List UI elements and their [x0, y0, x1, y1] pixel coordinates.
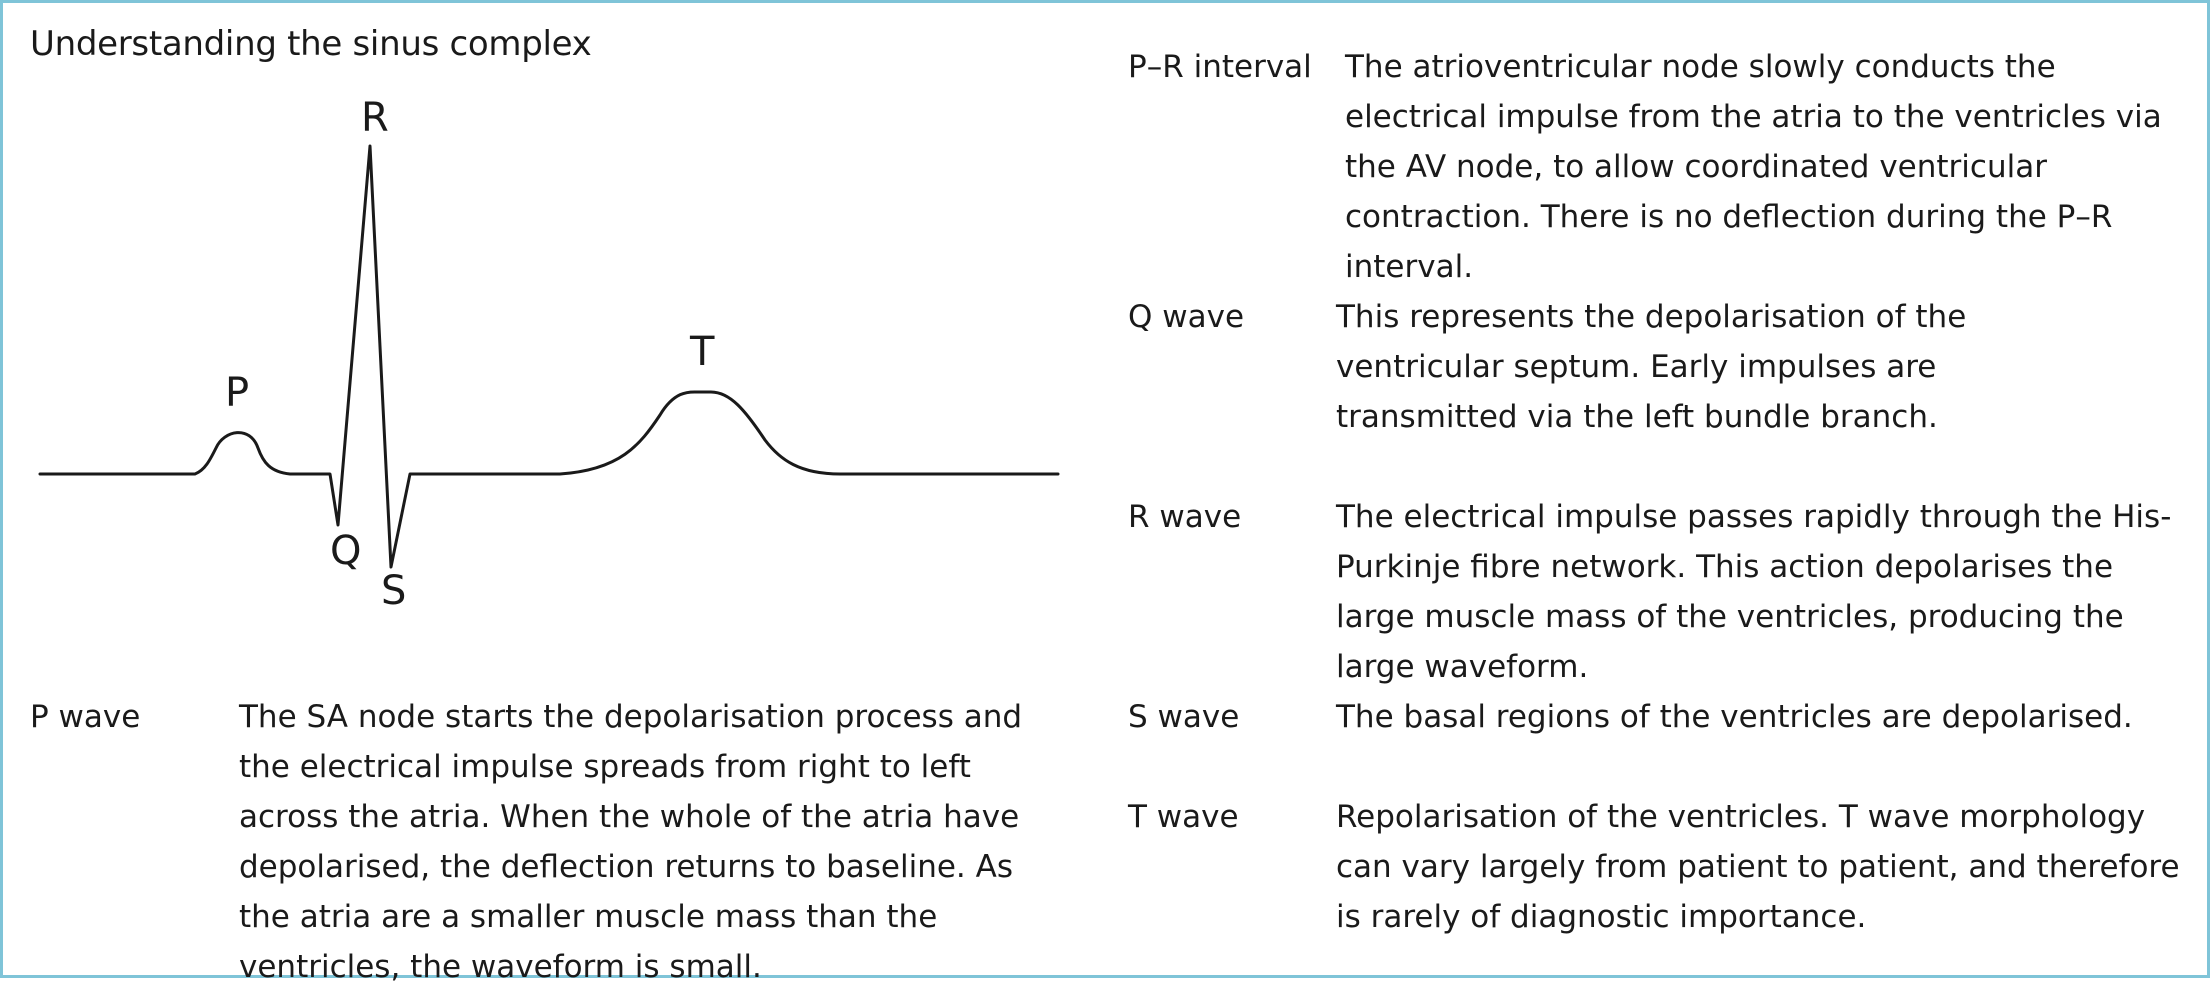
definition-text: The atrioventricular node slowly conducts the electrical impulse from the atria to the ventricles via the AV node, to allow coordinated ventricular contraction. There is no deflection during the P–R interval.: [1345, 49, 2162, 285]
r-wave-label: R: [361, 95, 389, 141]
definition-term: R wave: [1128, 499, 1242, 535]
definition-text: The basal regions of the ventricles are depolarised.: [1336, 699, 2133, 735]
definition-term: T wave: [1128, 799, 1239, 835]
definition-t-wave: [1128, 792, 2190, 942]
definition-text: The electrical impulse passes rapidly through the His-Purkinje fibre network. This action depolarises the large muscle mass of the ventricles, producing the large waveform.: [1336, 499, 2172, 685]
definition-r-wave: [1128, 492, 2190, 685]
definition-term: Q wave: [1128, 299, 1245, 335]
definition-term: P wave: [30, 699, 141, 735]
q-wave-label: Q: [330, 528, 362, 574]
definition-term: P–R interval: [1128, 49, 1312, 85]
definition-pr-interval: [1128, 42, 2190, 285]
definition-s-wave: [1128, 692, 2190, 742]
p-wave-label: P: [225, 370, 250, 416]
s-wave-label: S: [381, 568, 407, 614]
definition-p-wave: [30, 692, 1070, 985]
figure-title: Understanding the sinus complex: [30, 24, 592, 64]
definition-text: Repolarisation of the ventricles. T wave morphology can vary largely from patient to patient, and therefore is rarely of diagnostic importance.: [1336, 799, 2180, 935]
ecg-waveform-diagram: [0, 0, 1100, 640]
t-wave-label: T: [690, 329, 715, 375]
definition-term: S wave: [1128, 699, 1240, 735]
definition-q-wave: [1128, 292, 2190, 442]
ecg-trace: [40, 146, 1058, 567]
definition-text: This represents the depolarisation of the ventricular septum. Early impulses are transmitted via the left bundle branch.: [1336, 299, 1967, 435]
definition-text: The SA node starts the depolarisation process and the electrical impulse spreads from right to left across the atria. When the whole of the atria have depolarised, the deflection returns to baseline. As the atria are a smaller muscle mass than the ventricles, the waveform is small.: [239, 699, 1023, 985]
